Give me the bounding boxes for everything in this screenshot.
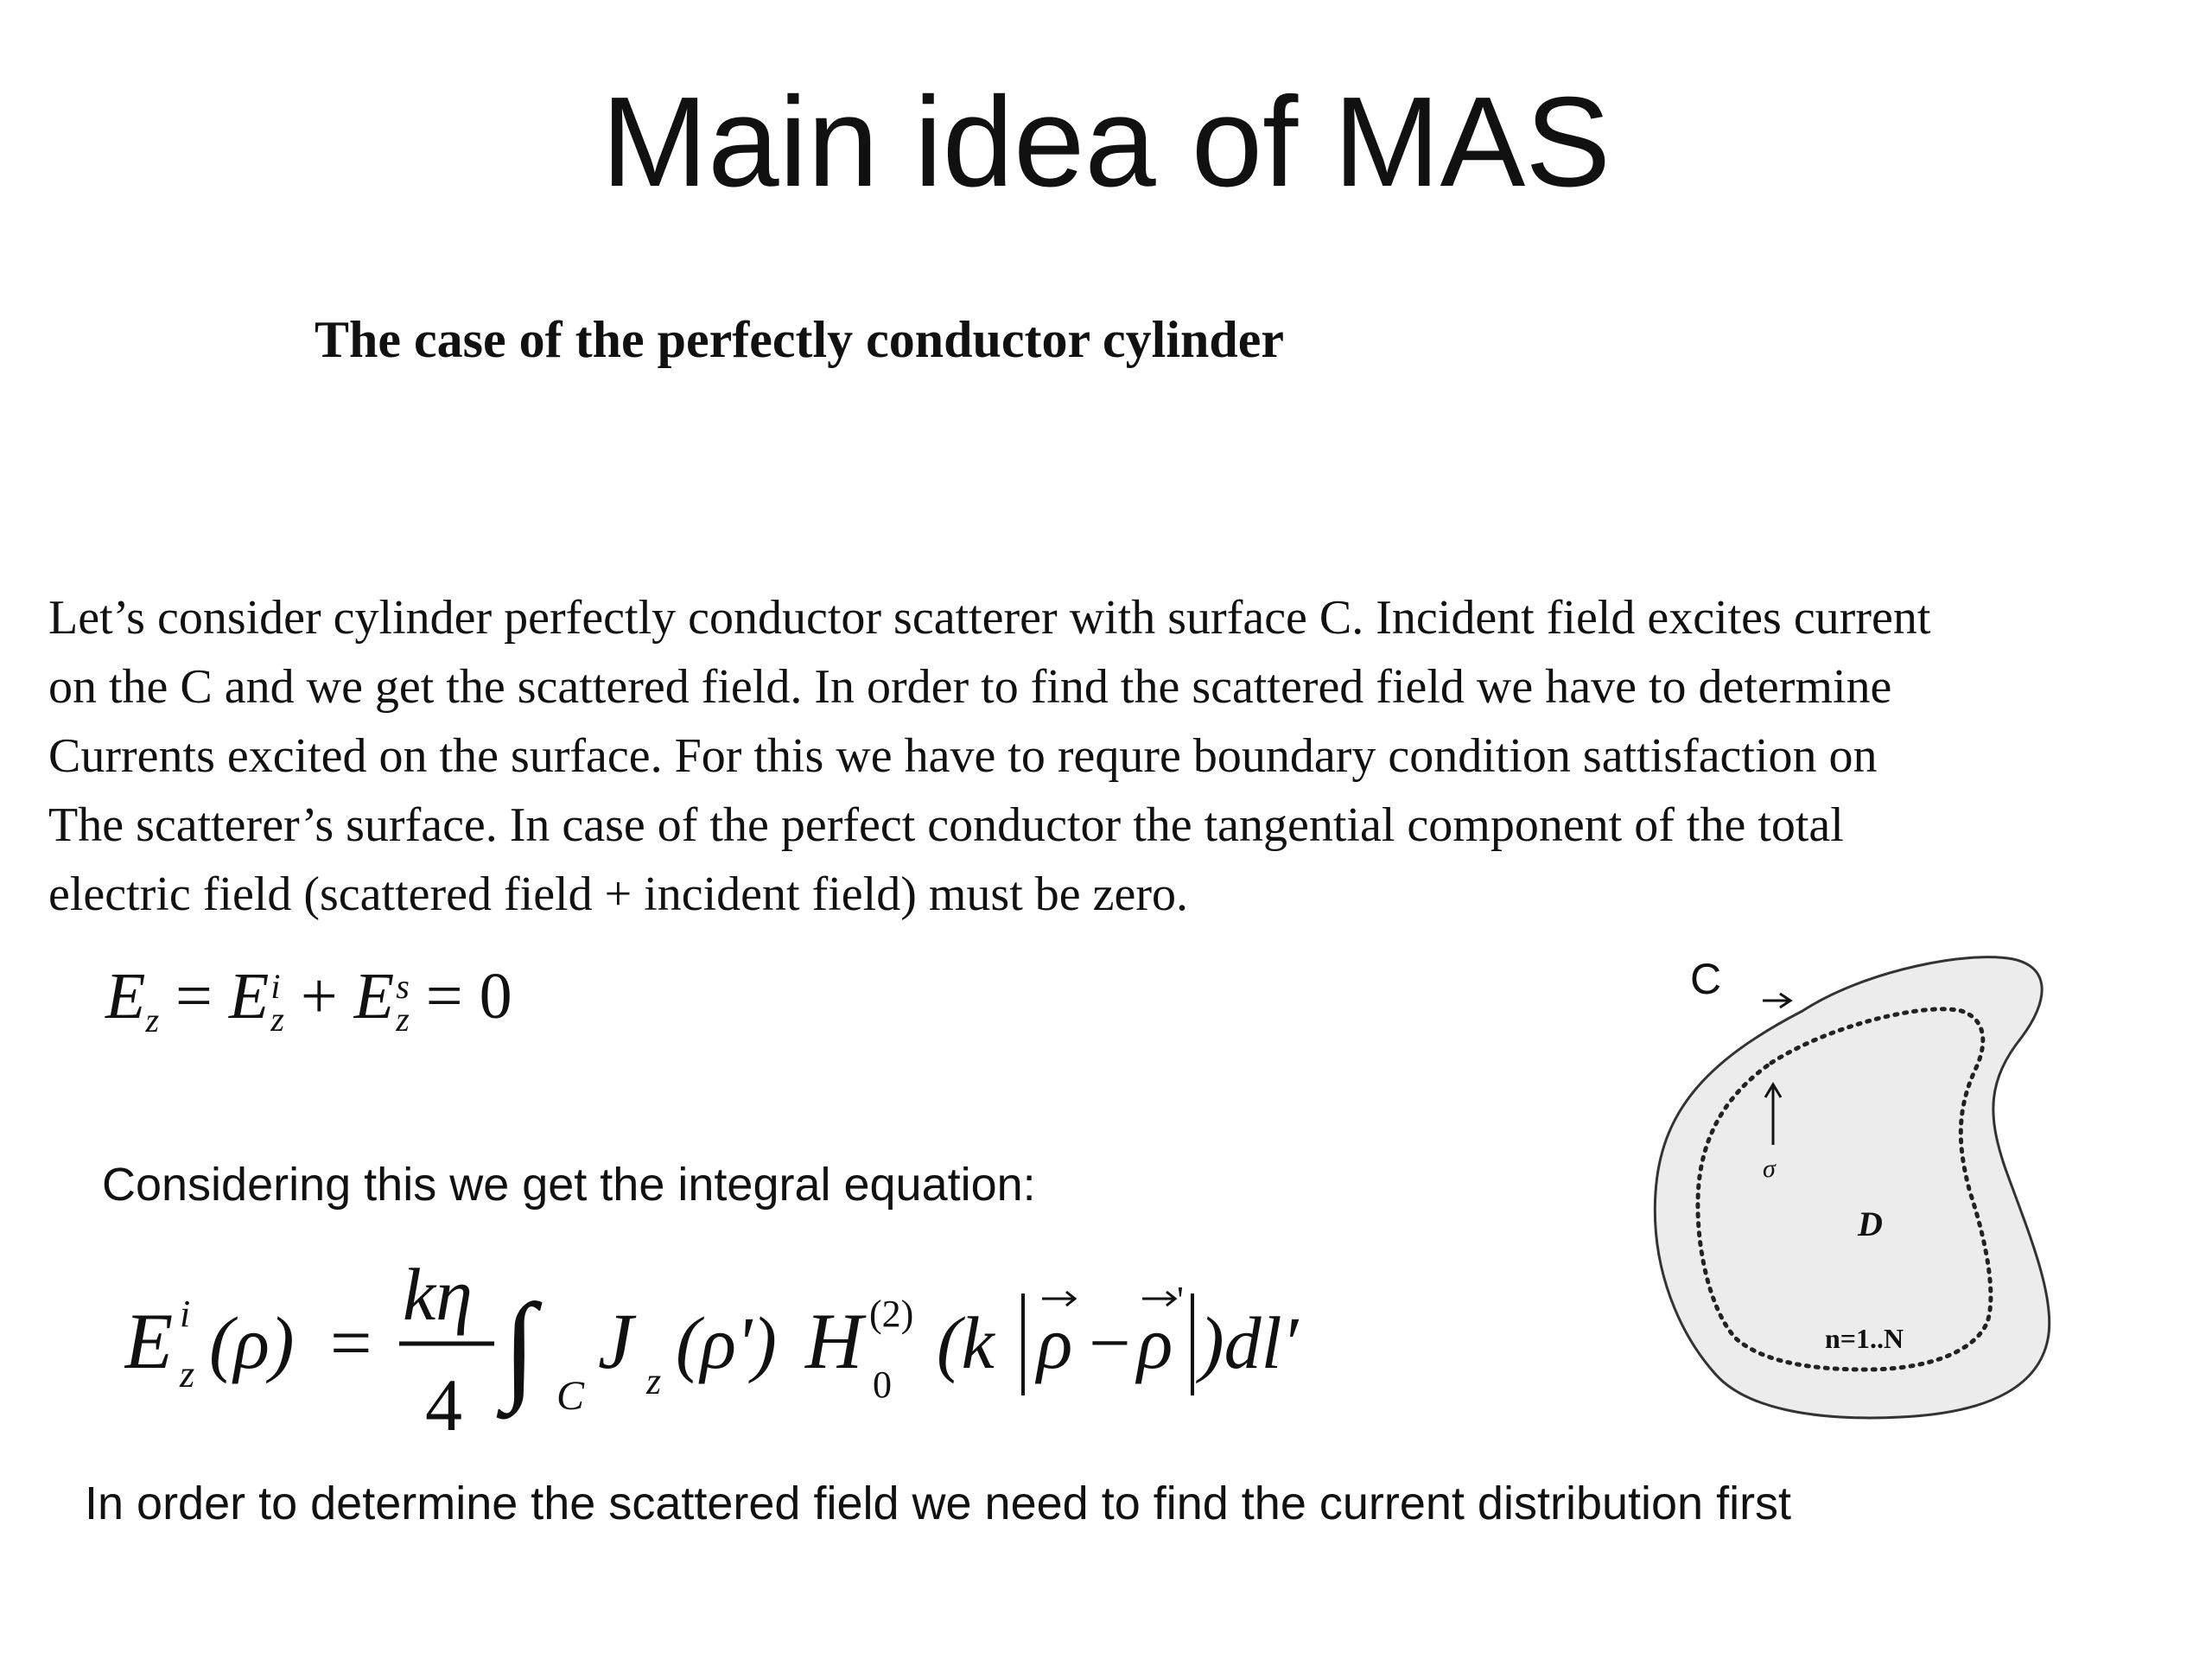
eq-e-symbol: E bbox=[228, 960, 270, 1033]
eq-z-subscript: z bbox=[270, 999, 284, 1039]
boundary-condition-equation bbox=[105, 957, 512, 1059]
paragraph-line: Currents excited on the surface. For this we have to requre boundary condition sattisfaction on bbox=[48, 729, 1878, 783]
slide-subtitle: The case of the perfectly conductor cylinder bbox=[315, 311, 1284, 368]
domain-d-label: D bbox=[1858, 1205, 1883, 1243]
eq-equals: = bbox=[175, 960, 213, 1033]
eq-plus: + bbox=[300, 960, 338, 1033]
sigma-label: σ bbox=[1763, 1154, 1776, 1183]
eq-lhs-sup: i bbox=[180, 1293, 191, 1335]
slide-title: Main idea of MAS bbox=[601, 71, 1611, 213]
contour-c-label: C bbox=[1690, 955, 1722, 1003]
paragraph-line: electric field (scattered field + incident field) must be zero. bbox=[48, 868, 1188, 921]
eq-h-sup: (2) bbox=[869, 1293, 914, 1335]
eq-h: H bbox=[805, 1297, 863, 1385]
eq-denominator: 4 bbox=[425, 1363, 462, 1446]
n-range-label: n=1..N bbox=[1825, 1323, 1904, 1354]
integral-sign: ∫ bbox=[503, 1280, 537, 1414]
scatterer-diagram bbox=[1642, 942, 2091, 1452]
eq-j-arg: (ρ') bbox=[676, 1301, 777, 1384]
eq-j-sub: z bbox=[646, 1360, 662, 1402]
eq-rho-prime-mark: ' bbox=[1177, 1279, 1184, 1321]
paragraph-line: Let’s consider cylinder perfectly conductor scatterer with surface C. Incident field excites current bbox=[48, 591, 1931, 645]
eq-equals-zero: = 0 bbox=[425, 960, 512, 1033]
integral-equation bbox=[124, 1257, 1421, 1456]
paragraph-line: on the C and we get the scattered field. In order to find the scattered field we have to determine bbox=[48, 660, 1892, 714]
conclusion-text: In order to determine the scattered field we need to find the current distribution first bbox=[85, 1478, 1792, 1529]
eq-e-symbol: E bbox=[105, 960, 146, 1033]
eq-e-symbol: E bbox=[353, 960, 395, 1033]
eq-tail: )dl′ bbox=[1199, 1301, 1299, 1384]
eq-rho-vector: ρ bbox=[1037, 1301, 1073, 1384]
eq-lhs-e: E bbox=[124, 1297, 174, 1385]
eq-lhs-arg: (ρ) bbox=[209, 1301, 295, 1384]
eq-j: J bbox=[598, 1297, 633, 1385]
eq-h-arg: (k bbox=[937, 1301, 995, 1384]
eq-contour: C bbox=[556, 1373, 585, 1419]
eq-numerator: kη bbox=[403, 1257, 473, 1336]
eq-z-subscript: z bbox=[396, 999, 410, 1039]
eq-lhs-sub: z bbox=[180, 1353, 195, 1395]
eq-rho-prime-vector: ρ bbox=[1137, 1301, 1173, 1384]
eq-i-superscript: i bbox=[270, 966, 281, 1006]
eq-h-sub: 0 bbox=[873, 1363, 892, 1406]
explanation-paragraph bbox=[48, 583, 2174, 929]
considering-text: Considering this we get the integral equation: bbox=[102, 1159, 1036, 1211]
paragraph-line: The scatterer’s surface. In case of the perfect conductor the tangential component of the total bbox=[48, 798, 1844, 852]
eq-minus: − bbox=[1089, 1301, 1131, 1384]
eq-equals: = bbox=[330, 1301, 372, 1384]
arrow-right-icon bbox=[1763, 994, 1790, 1007]
eq-s-superscript: s bbox=[396, 966, 410, 1006]
eq-z-subscript: z bbox=[145, 1001, 160, 1040]
